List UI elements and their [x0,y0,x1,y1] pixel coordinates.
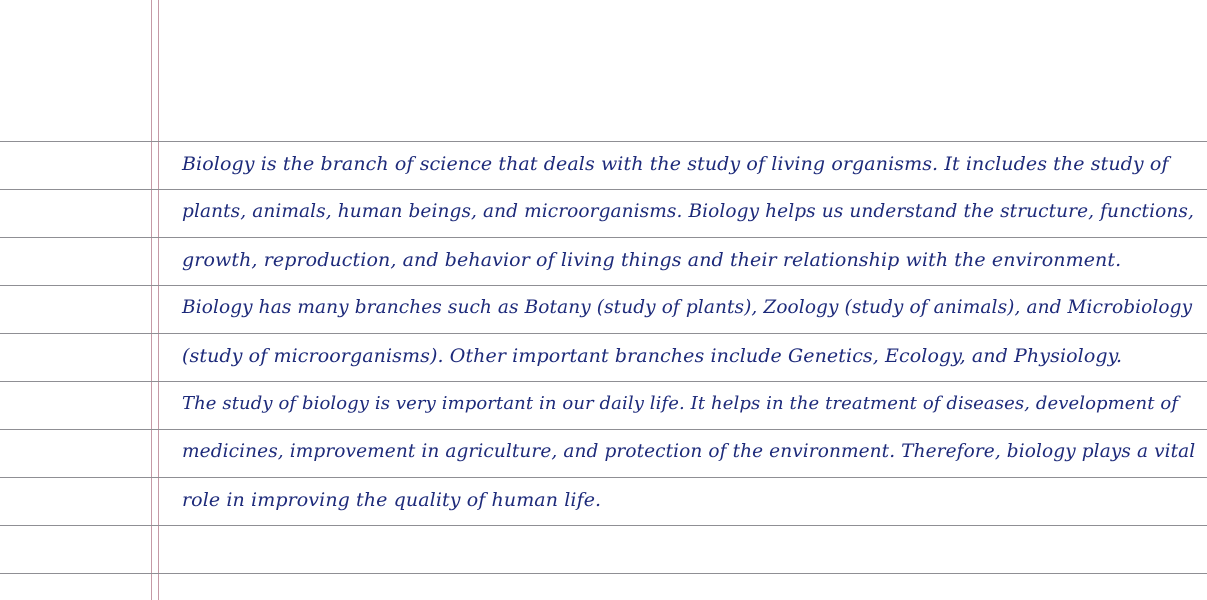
handwritten-line: medicines, improvement in agriculture, and protection of the environment. Therefore, biology plays a vital [182,441,1196,462]
handwritten-line: plants, animals, human beings, and microorganisms. Biology helps us understand the structure, functions, [182,201,1194,222]
handwritten-line: Biology has many branches such as Botany (study of plants), Zoology (study of animals), and Microbiology [182,297,1193,318]
handwritten-line: role in improving the quality of human life. [182,489,602,511]
handwritten-line: Biology is the branch of science that deals with the study of living organisms. It includes the study of [182,153,1169,175]
ruled-line [0,573,1207,574]
ruled-line [0,525,1207,526]
margin-line-left [151,0,152,600]
margin-line-right [158,0,159,600]
handwritten-line: The study of biology is very important in our daily life. It helps in the treatment of diseases, development of [182,393,1179,414]
handwritten-line: (study of microorganisms). Other important branches include Genetics, Ecology, and Physiology. [182,345,1123,367]
handwritten-line: growth, reproduction, and behavior of living things and their relationship with the environment. [182,249,1122,271]
